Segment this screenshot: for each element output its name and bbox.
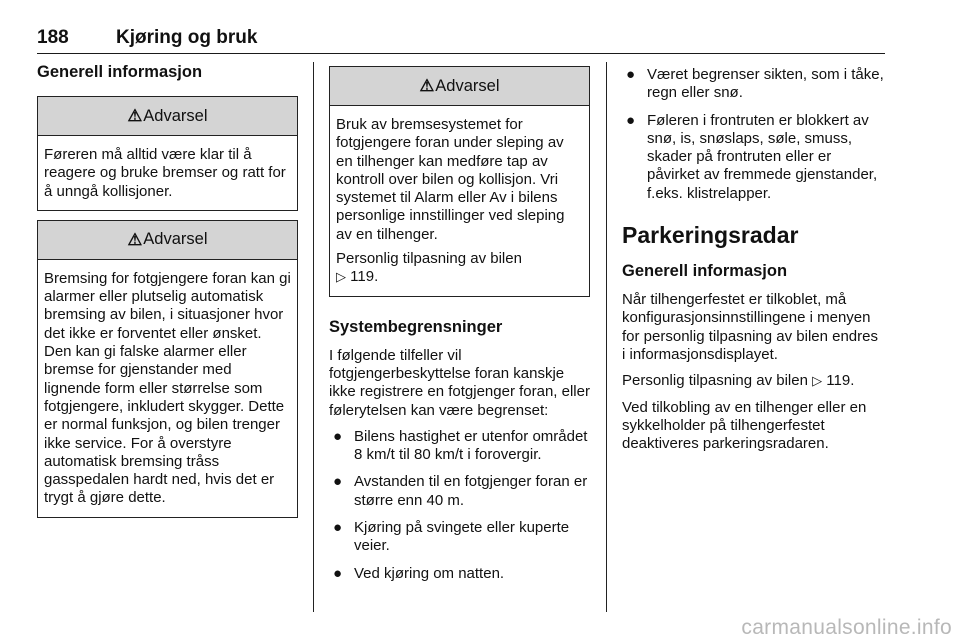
warning-text: Bruk av bremsesystemet for fotgjengere foran under sleping av en tilhenger kan medføre tap av kontroll over bilen og kollisjon. Vri systemet til Alarm eller Av i bilens personlige innstillinger ved sleping av en tilhenger. — [336, 116, 565, 243]
warning-body — [38, 260, 297, 517]
paragraph: Når tilhengerfestet er tilkoblet, må konfigurasjonsinnstillingene i menyen for personlig tilpasning av bilen endres i informasjonsdisplayet. — [622, 291, 878, 363]
bullet-list — [622, 66, 885, 203]
bullet-icon: ● — [333, 427, 343, 445]
list-item-text: Føleren i frontruten er blokkert av snø, is, snøslaps, søle, smuss, skader på frontruten eller er påvirket av fremmede gjenstander, f.eks. klistrelapper. — [647, 111, 878, 202]
warning-box — [329, 66, 590, 297]
page-header — [37, 27, 885, 54]
cross-reference-page[interactable]: 119. — [826, 372, 855, 390]
list-item-text: Ved kjøring om natten. — [354, 564, 505, 582]
warning-triangle-icon: ⚠ — [419, 77, 435, 95]
cross-reference — [336, 250, 583, 287]
cross-reference-text: Personlig tilpasning av bilen — [622, 372, 808, 390]
list-item-text: Avstanden til en fotgjenger foran er større enn 40 m. — [354, 473, 588, 509]
column-divider — [313, 62, 314, 612]
bullet-icon: ● — [333, 564, 343, 582]
warning-title: Advarsel — [143, 106, 208, 125]
warning-text: Bremsing for fotgjengere foran kan gi alarmer eller plutselig automatisk bremsing av bilen, i situasjoner hvor det ikke er forventet eller ønsket. Den kan gi falske alarmer eller bremse for gjenstander med lignende form eller størrelse som fotgjengere, inkludert skygger. Dette er normal funksjon, og bilen trenger ikke service. For å overstyre automatisk bremsing tråss gasspedalen hardt ned, hvis det er trygt å gjøre dette. — [44, 269, 291, 507]
list-item — [329, 428, 590, 465]
list-item — [329, 519, 590, 556]
list-item-text: Kjøring på svingete eller kuperte veier. — [354, 519, 570, 555]
section-heading: Generell informasjon — [37, 63, 203, 81]
list-item-text: Bilens hastighet er utenfor området 8 km/t til 80 km/t i forovergir. — [354, 427, 588, 464]
warning-box — [37, 96, 298, 211]
cross-reference-page[interactable]: 119. — [350, 268, 379, 286]
cross-reference — [622, 372, 885, 390]
warning-text: Føreren må alltid være klar til å reagere og bruke bremser og ratt for å unngå kollisjoner. — [44, 146, 286, 200]
list-item — [329, 565, 590, 583]
watermark: carmanualsonline.info — [741, 616, 952, 639]
warning-title: Advarsel — [435, 76, 500, 95]
column-left — [37, 62, 298, 518]
section-heading: Systembegrensninger — [329, 317, 503, 336]
arrow-ref-icon: ▷ — [336, 269, 346, 285]
list-item — [622, 112, 885, 203]
list-item — [622, 66, 885, 103]
bullet-icon: ● — [626, 66, 636, 83]
warning-header — [38, 97, 297, 136]
warning-header — [38, 221, 297, 260]
column-right — [622, 62, 885, 453]
paragraph: I følgende tilfeller vil fotgjengerbeskyttelse foran kanskje ikke registrere en fotgjenger foran, eller følerytelsen kan være begrenset: — [329, 346, 590, 419]
page-section-title: Kjøring og bruk — [116, 27, 258, 48]
warning-header — [330, 67, 589, 106]
page-number: 188 — [37, 27, 69, 48]
column-divider — [606, 62, 607, 612]
warning-title: Advarsel — [143, 230, 208, 249]
arrow-ref-icon: ▷ — [812, 373, 823, 389]
page-title: Parkeringsradar — [622, 222, 799, 249]
warning-triangle-icon: ⚠ — [127, 230, 143, 249]
paragraph: Ved tilkobling av en tilhenger eller en sykkelholder på tilhengerfestet deaktiveres parkeringsradaren. — [622, 398, 867, 453]
list-item-text: Været begrenser sikten, som i tåke, regn eller snø. — [647, 66, 884, 102]
column-middle — [329, 62, 590, 592]
warning-triangle-icon: ⚠ — [127, 107, 143, 125]
warning-body — [38, 136, 297, 210]
warning-body — [330, 106, 589, 296]
bullet-icon: ● — [333, 519, 343, 537]
warning-box — [37, 220, 298, 518]
list-item — [329, 473, 590, 510]
bullet-icon: ● — [333, 473, 343, 491]
section-heading: Generell informasjon — [622, 262, 788, 281]
cross-reference-text: Personlig tilpasning av bilen — [336, 250, 522, 268]
bullet-list — [329, 428, 590, 583]
bullet-icon: ● — [626, 111, 636, 129]
